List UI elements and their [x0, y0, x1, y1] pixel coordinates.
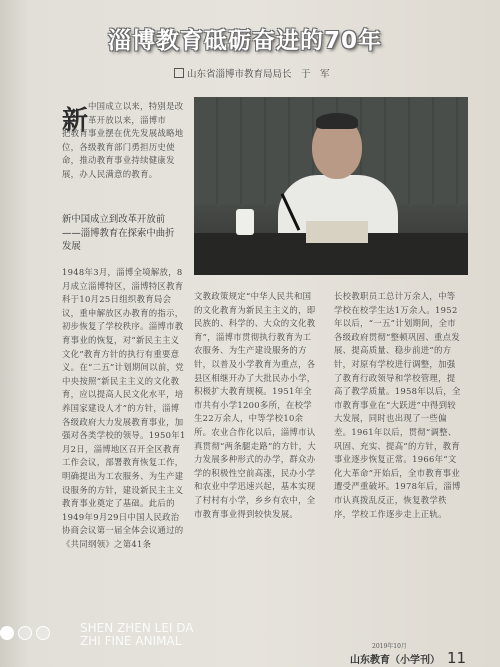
- drop-cap: 新: [62, 106, 89, 136]
- circle-icon: [36, 626, 50, 640]
- article-title: 淄博教育砥砺奋进的70年: [108, 28, 383, 54]
- watermark-line-2: ZHI FINE ANIMAL: [80, 634, 182, 648]
- watermark-dots: [0, 626, 50, 640]
- body-column-2: 文教政策规定“中华人民共和国的文化教育为新民主主义的，即民族的、科学的、大众的文化教育”，淄博市贯彻执行教育为工农服务、为生产建设服务的方针，以普及小学教育为重点，各县区相继开办了大批民办小学，积极扩大教育规模。1951年全市共有小学1200多所，在校学生22万余人，中等学校10余所。农业合作化以后，淄博市认真贯彻“两条腿走路”的方针，大力发展多种形式的办学，群众办学的积极性空前高涨，民办小学和农业中学迅速兴起，基本实现了村村有小学，乡乡有农中，全市教育事业得到较快发展。: [194, 291, 316, 519]
- section-heading: 新中国成立到改革开放前——淄博教育在探索中曲折发展: [62, 214, 175, 252]
- magazine-name: 山东教育（小学刊）: [350, 655, 440, 666]
- photo-cup: [236, 209, 254, 235]
- photo-name-card: [306, 221, 368, 243]
- body-column-1: 1948年3月，淄博全境解放，8月成立淄博特区，淄博特区教育科于10月25日组织教育局会议，重申解放区办教育的指示，初步恢复了学校秩序。淄博市教育事业的恢复，对“新民主主义文化”教育方针的执行有重要意义。在“二五”计划期间以前，党中央按照“新民主主义的文化教育，应以提高人民文化水平，培养国家建设人才”的方针，淄博各级政府大力发展教育事业，加强对各类学校的领导。1950年1月2日，淄博地区召开全区教育工作会议，部署教育恢复工作，明确提出为工农服务、为生产建设服务的方针，建设新民主主义教育事业奠定了基础。此后的1949年9月29日中国人民政治协商会议第一届全体会议通过的《共同纲领》之第41条: [62, 267, 186, 549]
- issue-date: 2019年10月: [372, 643, 407, 650]
- watermark-text: [80, 622, 194, 648]
- circle-icon: [0, 626, 14, 640]
- watermark-line-1: SHEN ZHEN LEI DA: [80, 621, 194, 635]
- lead-paragraph-rest: 把教育事业摆在优先发展战略地位，各级教育部门勇担历史使命，推动教育事业持续健康发展，办人民满意的教育。: [62, 128, 184, 179]
- square-icon: [174, 68, 184, 78]
- body-column-3: 长校教职员工总计万余人，中等学校在校学生达1万余人。1952年以后，“一五”计划期间，全市各级政府贯彻“整顿巩固、重点发展、提高质量、稳步前进”的方针，对原有学校进行调整，加强了教育行政领导和学校管理，提高了教学质量。1958年以后，全市教育事业在“大跃进”中得到较大发展，同时也出现了一些偏差。1961年以后，贯彻“调整、巩固、充实、提高”的方针，教育事业逐步恢复正常。1966年“文化大革命”开始后，全市教育事业遭受严重破坏。1978年后，淄博市认真拨乱反正，恢复教学秩序，学校工作逐步走上正轨。: [334, 291, 461, 519]
- lead-paragraph-first: 中国成立以来，特别是改革开放以来，淄博市: [88, 101, 184, 125]
- page-number: 11: [447, 649, 467, 667]
- article-byline: [174, 66, 330, 80]
- byline-text: 山东省淄博市教育局局长 于 军: [187, 69, 330, 80]
- photo-speaker-hair: [316, 113, 358, 129]
- circle-icon: [18, 626, 32, 640]
- article-photo: [194, 97, 468, 275]
